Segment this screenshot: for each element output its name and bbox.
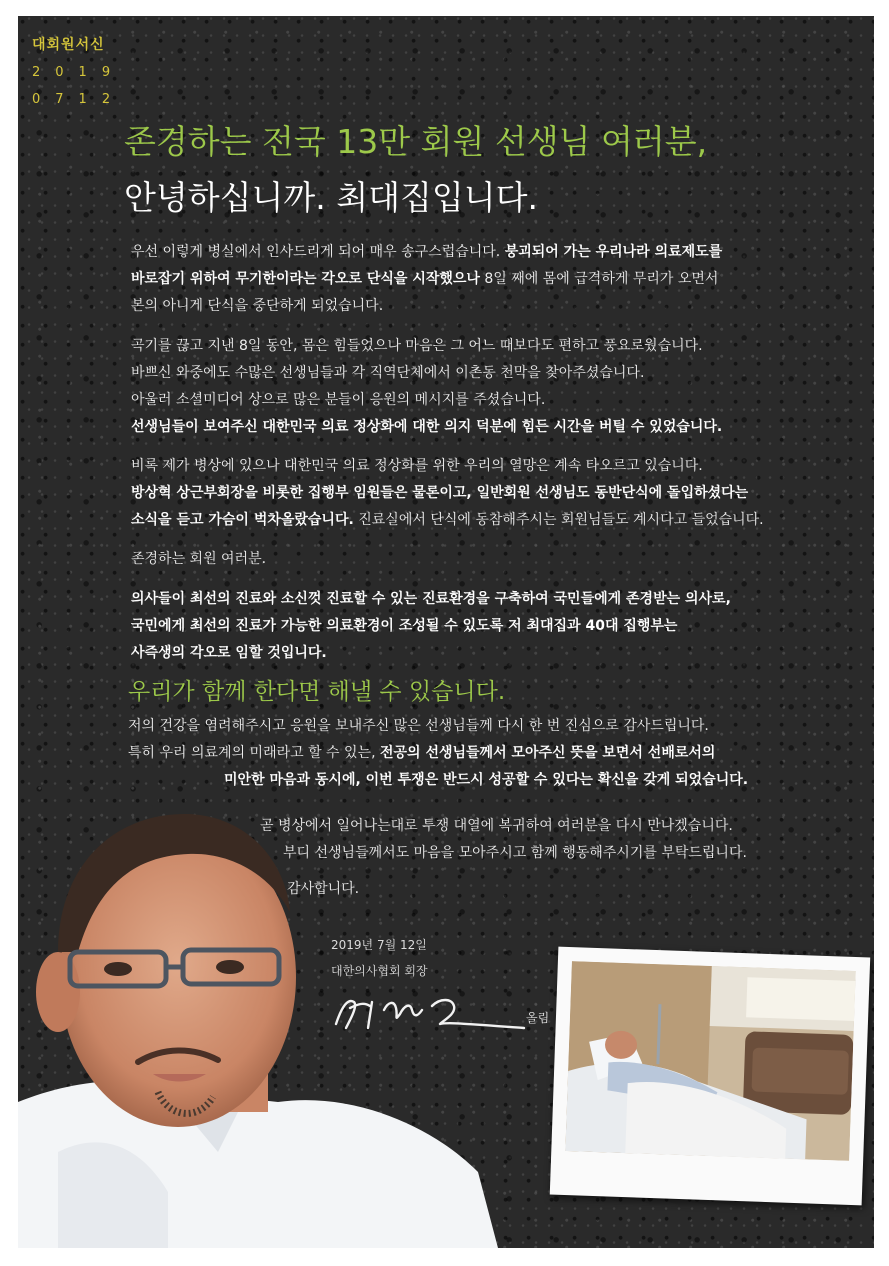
p1-line-1b: 붕괴되어 가는 우리나라 의료제도를: [504, 244, 723, 260]
hospital-photo: [550, 947, 870, 1206]
p2-line-1: 곡기를 끊고 지낸 8일 동안, 몸은 힘들었으나 마음은 그 어느 때보다도 편하고 풍요로웠습니다.: [131, 338, 703, 354]
p5-line-2: 국민에게 최선의 진료가 가능한 의료환경이 조성될 수 있도록 저 최대집과 40대 집행부는: [131, 618, 678, 634]
letter-poster: [18, 16, 874, 1248]
greeting: [124, 114, 707, 226]
paragraph-1: [131, 239, 722, 320]
p2-line-3: 아울러 소셜미디어 상으로 많은 분들이 응원의 메시지를 주셨습니다.: [131, 392, 546, 408]
p3-line-3a: 소식을 듣고 가슴이 벅차올랐습니다.: [131, 512, 354, 528]
header-date: 0712: [32, 92, 126, 107]
signature-date: 2019년 7월 12일: [331, 938, 427, 952]
slogan: 우리가 함께 한다면 해낼 수 있습니다.: [128, 679, 506, 705]
greeting-line-1: 존경하는 전국 13만 회원 선생님 여러분,: [124, 122, 708, 161]
thanks-text: 감사합니다.: [287, 881, 360, 897]
p1-line-2a: 바로잡기 위하여 무기한이라는 각오로 단식을 시작했으나: [131, 271, 480, 287]
p5-line-1: 의사들이 최선의 진료와 소신껏 진료할 수 있는 진료환경을 구축하여 국민들에게 존경받는 의사로,: [131, 591, 731, 607]
author-portrait: [18, 792, 498, 1248]
paragraph-3: [131, 453, 764, 534]
paragraph-2: [131, 333, 722, 441]
header: [32, 32, 125, 113]
p7-line-1: 곧 병상에서 일어나는대로 투쟁 대열에 복귀하여 여러분을 다시 만나겠습니다.: [260, 818, 733, 834]
p7-line-2: 부디 선생님들께서도 마음을 모아주시고 함께 행동해주시기를 부탁드립니다.: [283, 845, 747, 861]
p6-line-3: 미안한 마음과 동시에, 이번 투쟁은 반드시 성공할 수 있다는 확신을 갖게 되었습니다.: [224, 772, 749, 788]
paragraph-6-b: [224, 767, 748, 794]
header-year: 2019: [32, 65, 126, 80]
p2-line-4: 선생님들이 보여주신 대한민국 의료 정상화에 대한 의지 덕분에 힘든 시간을 버틸 수 있었습니다.: [131, 419, 723, 435]
p4-line-1: 존경하는 회원 여러분.: [131, 551, 267, 567]
p3-line-3b: 진료실에서 단식에 동참해주시는 회원님들도 계시다고 들었습니다.: [353, 512, 764, 528]
paragraph-5: [131, 586, 731, 667]
p3-line-1: 비록 제가 병상에 있으나 대한민국 의료 정상화를 위한 우리의 열망은 계속 타오르고 있습니다.: [131, 458, 703, 474]
paragraph-4: [131, 546, 266, 573]
header-title: 대회원서신: [32, 37, 105, 53]
p3-line-2: 방상혁 상근부회장을 비롯한 집행부 임원들은 물론이고, 일반회원 선생님도 동반단식에 돌입하셨다는: [131, 485, 749, 501]
paragraph-6-a: [128, 713, 715, 767]
signature-closing: 올림: [526, 1011, 550, 1025]
p1-line-2b: 8일 째에 몸에 급격하게 무리가 오면서: [479, 271, 719, 287]
p5-line-3: 사즉생의 각오로 임할 것입니다.: [131, 645, 327, 661]
p1-line-1a: 우선 이렇게 병실에서 인사드리게 되어 매우 송구스럽습니다.: [131, 244, 505, 260]
signature-title: 대한의사협회 회장: [331, 964, 428, 978]
p6-line-2b: 전공의 선생님들께서 모아주신 뜻을 보면서 선배로서의: [380, 745, 716, 761]
p1-line-3: 본의 아니게 단식을 중단하게 되었습니다.: [131, 298, 384, 314]
p2-line-2: 바쁘신 와중에도 수많은 선생님들과 각 직역단체에서 이촌동 천막을 찾아주셨습니다.: [131, 365, 645, 381]
p6-line-1: 저의 건강을 염려해주시고 응원을 보내주신 많은 선생님들께 다시 한 번 진심으로 감사드립니다.: [128, 718, 709, 734]
hospital-bed-illustration: [565, 961, 855, 1161]
greeting-line-2: 안녕하십니까. 최대집입니다.: [124, 178, 539, 217]
p6-line-2a: 특히 우리 의료계의 미래라고 할 수 있는,: [128, 745, 380, 761]
